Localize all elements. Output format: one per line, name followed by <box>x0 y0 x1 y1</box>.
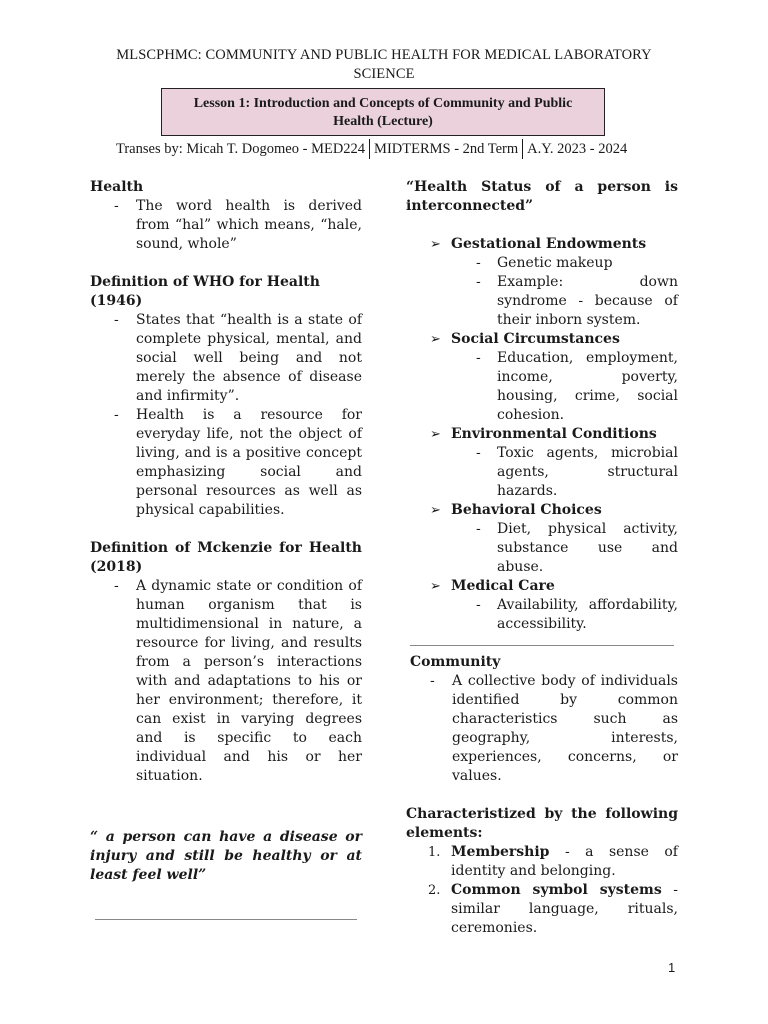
list-item: 1. Membership - a sense of identity and belonging. <box>428 844 678 879</box>
lesson-title-line2: Health (Lecture) <box>333 114 433 129</box>
course-title-line2: SCIENCE <box>353 66 415 82</box>
list-item: - Health is a resource for everyday life, not the object of living, and is a positive concept emphasizing social and personal resources as well as physical capabilities. <box>90 406 362 520</box>
page-number: 1 <box>668 960 676 975</box>
elements-list <box>406 843 678 938</box>
factor-medical <box>406 577 678 634</box>
lesson-title-box <box>161 88 605 136</box>
arrow-bullet-icon: ➢ <box>430 237 441 252</box>
factor-behavioral <box>406 501 678 577</box>
list-item: - Availability, affordability, accessibility. <box>406 596 678 634</box>
arrow-bullet-icon: ➢ <box>430 503 441 518</box>
health-status-heading: “Health Status of a person is interconnected” <box>406 179 678 214</box>
mckenzie-list <box>90 577 362 786</box>
list-item: - Genetic makeup <box>406 254 678 273</box>
divider <box>95 919 357 920</box>
community-list <box>406 672 678 786</box>
transes-meta <box>112 139 631 159</box>
health-list <box>90 197 362 254</box>
community-heading: Community <box>410 654 501 670</box>
who-list <box>90 311 362 520</box>
list-item: - A dynamic state or condition of human organism that is multidimensional in nature, a resource for living, and results from a person’s interactions with and adaptations to his or her environment; therefore, it can exist in varying degrees and is specific to each individual and his or her situation. <box>90 577 362 786</box>
who-heading: Definition of WHO for Health (1946) <box>90 274 320 309</box>
list-item: - Education, employment, income, poverty, housing, crime, social cohesion. <box>406 349 678 425</box>
health-quote: “ a person can have a disease or injury and still be healthy or at least feel well” <box>90 829 362 883</box>
elements-heading: Characteristized by the following elements: <box>406 806 678 841</box>
factor-environmental <box>406 425 678 501</box>
course-title <box>80 46 688 84</box>
list-item: - A collective body of individuals identified by common characteristics such as geography, interests, experiences, concerns, or values. <box>406 672 678 786</box>
left-column <box>90 178 362 920</box>
factor-social <box>406 330 678 425</box>
arrow-bullet-icon: ➢ <box>430 332 441 347</box>
arrow-bullet-icon: ➢ <box>430 427 441 442</box>
list-item: - The word health is derived from “hal” which means, “hale, sound, whole” <box>90 197 362 254</box>
academic-year: A.Y. 2023 - 2024 <box>522 139 631 159</box>
factor-gestational <box>406 235 678 330</box>
transes-author: Transes by: Micah T. Dogomeo - MED224 <box>116 141 366 157</box>
lesson-title-line1: Lesson 1: Introduction and Concepts of Community and Public <box>193 96 573 111</box>
factor-title: Behavioral Choices <box>451 502 602 518</box>
list-item: - Example: down syndrome - because of their inborn system. <box>406 273 678 330</box>
factor-title: Medical Care <box>451 578 555 594</box>
course-title-line1: MLSCPHMC: COMMUNITY AND PUBLIC HEALTH FOR MEDICAL LABORATORY <box>116 47 652 63</box>
right-column <box>406 178 678 938</box>
factor-title: Gestational Endowments <box>451 236 647 252</box>
mckenzie-heading: Definition of Mckenzie for Health (2018) <box>90 540 362 575</box>
health-heading: Health <box>90 179 144 195</box>
arrow-bullet-icon: ➢ <box>430 579 441 594</box>
list-item: - Toxic agents, microbial agents, structural hazards. <box>406 444 678 501</box>
list-item: 2. Common symbol systems - similar language, rituals, ceremonies. <box>428 882 678 936</box>
factor-title: Environmental Conditions <box>451 426 657 442</box>
factor-title: Social Circumstances <box>451 331 620 347</box>
term: MIDTERMS - 2nd Term <box>369 139 522 159</box>
list-item: - Diet, physical activity, substance use and abuse. <box>406 520 678 577</box>
list-item: - States that “health is a state of complete physical, mental, and social well being and not merely the absence of disease and infirmity”. <box>90 311 362 406</box>
